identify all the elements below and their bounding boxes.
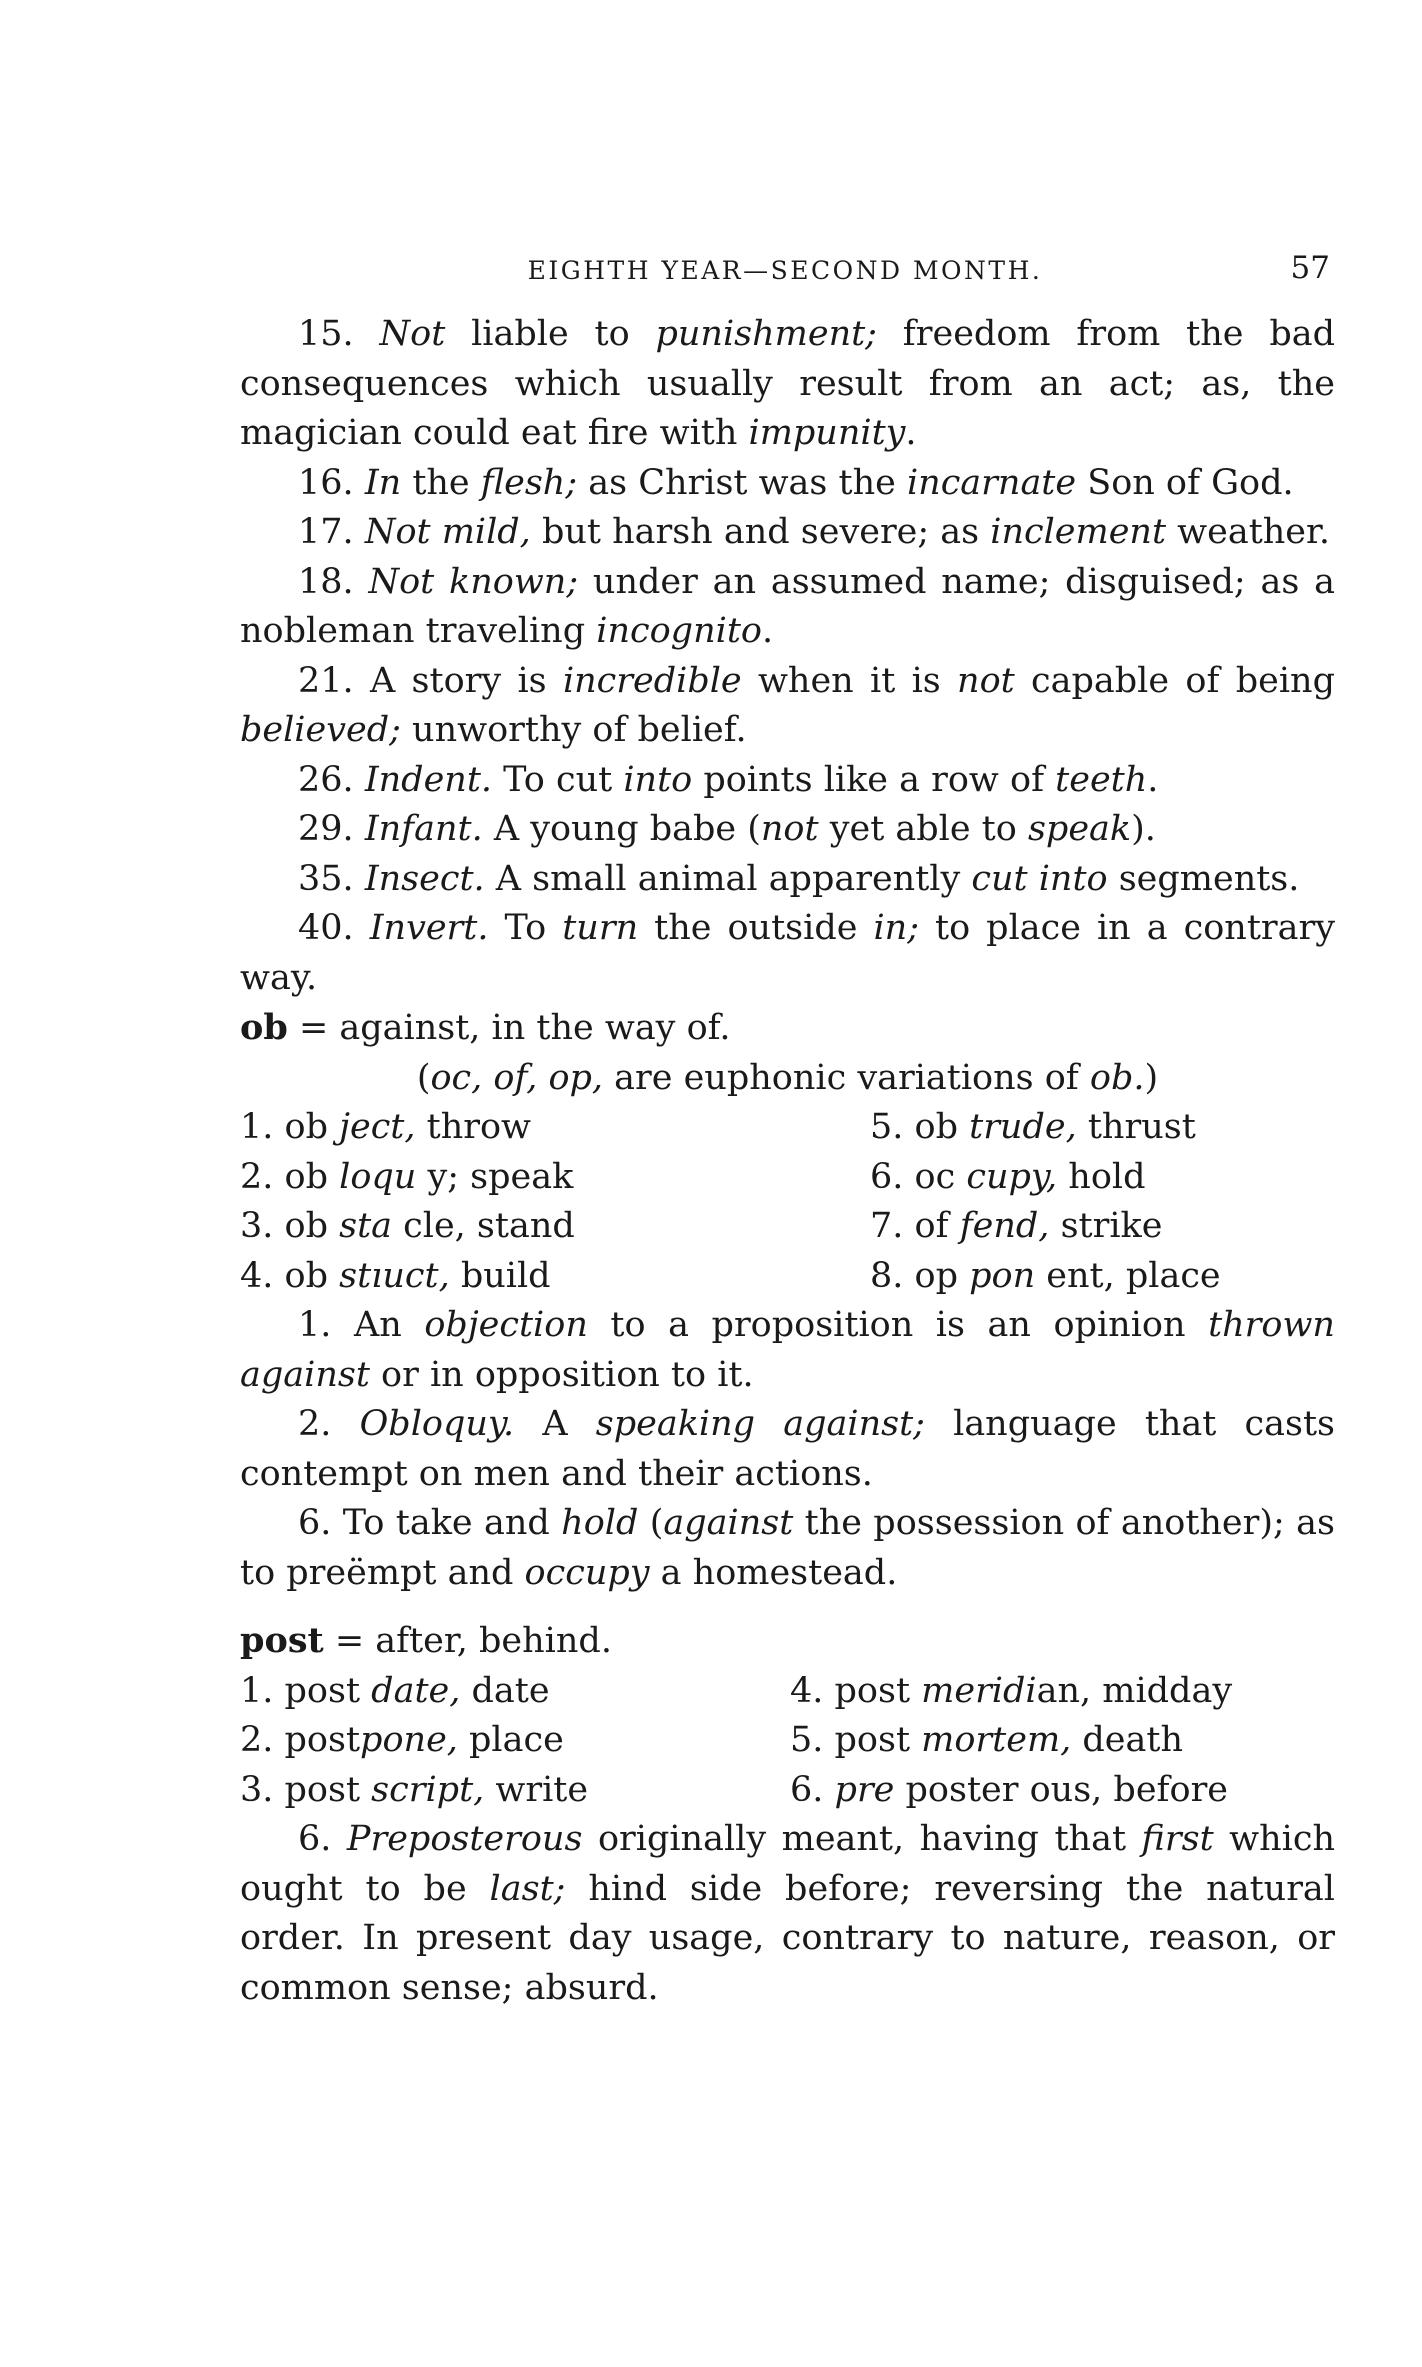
word-list-item: 8. op pon ent, place — [870, 1255, 1221, 1296]
definition-15: 15. Not liable to punishment; freedom from the bad consequences which usually result from an act; as, the magician could eat fire with impunity. — [240, 314, 1335, 453]
page-number: 57 — [1290, 250, 1330, 286]
definition-40: 40. Invert. To turn the outside in; to place in a contrary way. — [240, 908, 1336, 998]
section-spacer — [240, 1598, 1335, 1616]
word-list-item: 7. of fend, strike — [870, 1206, 1163, 1246]
post-heading: post = after, behind. — [240, 1620, 612, 1661]
definition-29: 29. Infant. A young babe (not yet able to speak). — [298, 809, 1156, 849]
word-list-item: 2. postpone, place — [240, 1720, 564, 1760]
word-list-item: 1. ob ject, throw — [240, 1107, 531, 1147]
word-list-item: 5. ob trude, thrust — [870, 1107, 1196, 1147]
word-list-item: 2. ob loqu y; speak — [240, 1156, 574, 1197]
ob-definition-1: 1. An objection to a proposition is an opinion thrown against or in opposition to it. — [240, 1305, 1335, 1395]
ob-note: (oc, of, op, are euphonic variations of ob.) — [416, 1057, 1159, 1098]
word-list-item: 6. oc cupy, hold — [870, 1156, 1146, 1197]
word-list-item: 4. ob stıuct, build — [240, 1255, 551, 1296]
word-list-item: 3. ob sta cle, stand — [240, 1206, 575, 1246]
word-list-item: 1. post date, date — [240, 1670, 550, 1711]
running-title: EIGHTH YEAR—SECOND MONTH. — [527, 256, 1043, 285]
definition-17: 17. Not mild, but harsh and severe; as inclement weather. — [298, 512, 1331, 552]
word-list-item: 4. post meridian, midday — [790, 1670, 1233, 1711]
definition-18: 18. Not known; under an assumed name; disguised; as a nobleman traveling incognito. — [240, 561, 1335, 651]
ob-definition-6: 6. To take and hold (against the possession of another); as to preëmpt and occupy a homestead. — [240, 1503, 1335, 1593]
ob-definition-2: 2. Obloquy. A speaking against; language that casts contempt on men and their actions. — [240, 1404, 1335, 1494]
definition-16: 16. In the flesh; as Christ was the incarnate Son of God. — [298, 462, 1294, 503]
definition-35: 35. Insect. A small animal apparently cut into segments. — [298, 858, 1300, 899]
word-list-item: 3. post script, write — [240, 1769, 589, 1810]
word-list-item: 5. post mortem, death — [790, 1720, 1183, 1760]
page-body — [240, 310, 1335, 2013]
post-definition-6: 6. Preposterous originally meant, having that first which ought to be last; hind side before; reversing the natural order. In present day usage, contrary to nature, reason, or common sense; absurd. — [240, 1819, 1335, 2008]
definition-21: 21. A story is incredible when it is not capable of being believed; unworthy of belief. — [240, 660, 1335, 750]
ob-heading: ob = against, in the way of. — [240, 1007, 731, 1048]
post-word-list — [240, 1667, 1335, 1816]
definition-26: 26. Indent. To cut into points like a row of teeth. — [298, 759, 1159, 800]
running-header — [240, 250, 1330, 290]
word-list-item: 6. pre poster ous, before — [790, 1769, 1229, 1810]
ob-word-list — [240, 1103, 1335, 1301]
